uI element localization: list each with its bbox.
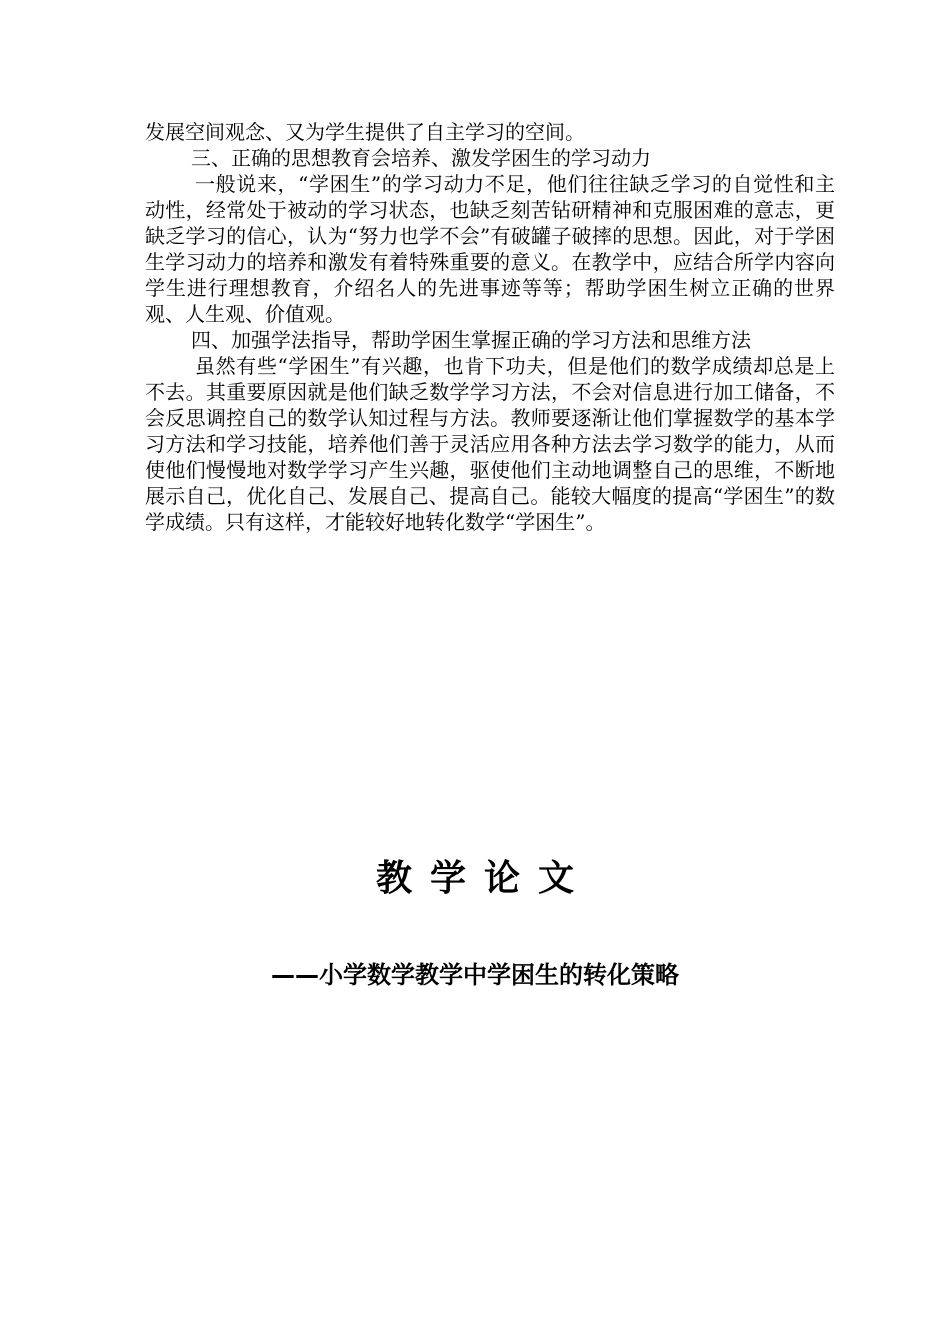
document-title: 教学论文	[375, 857, 592, 899]
paragraph-methods: 虽然有些“学困生”有兴趣，也肯下功夫，但是他们的数学成绩却总是上不去。其重要原因就是他们缺乏数学学习方法，不会对信息进行加工储备，不会反思调控自己的数学认知过程与方法。教师要逐渐让他们掌握数学的基本学习方法和学习技能，培养他们善于灵活应用各种方法去学习数学的能力，从而使他们慢慢地对数学学习产生兴趣，驱使他们主动地调整自己的思维，不断地展示自己，优化自己、发展自己、提高自己。能较大幅度的提高“学困生”的数学成绩。只有这样，才能较好地转化数学“学困生”。	[145, 354, 835, 534]
body-text	[145, 119, 835, 535]
section-heading-3: 三、正确的思想教育会培养、激发学困生的学习动力	[191, 146, 651, 170]
document-subtitle: ——小学数学教学中学困生的转化策略	[271, 961, 679, 989]
paragraph-motivation: 一般说来，“学困生”的学习动力不足，他们往往缺乏学习的自觉性和主动性，经常处于被动的学习状态，也缺乏刻苦钻研精神和克服困难的意志，更缺乏学习的信心，认为“努力也学不会”有破罐子破摔的思想。因此，对于学困生学习动力的培养和激发有着特殊重要的意义。在教学中，应结合所学内容向学生进行理想教育，介绍名人的先进事迹等等；帮助学困生树立正确的世界观、人生观、价值观。	[145, 172, 835, 326]
section-heading-4: 四、加强学法指导，帮助学困生掌握正确的学习方法和思维方法	[191, 328, 751, 352]
paragraph-continuation: 发展空间观念、又为学生提供了自主学习的空间。	[145, 120, 585, 144]
